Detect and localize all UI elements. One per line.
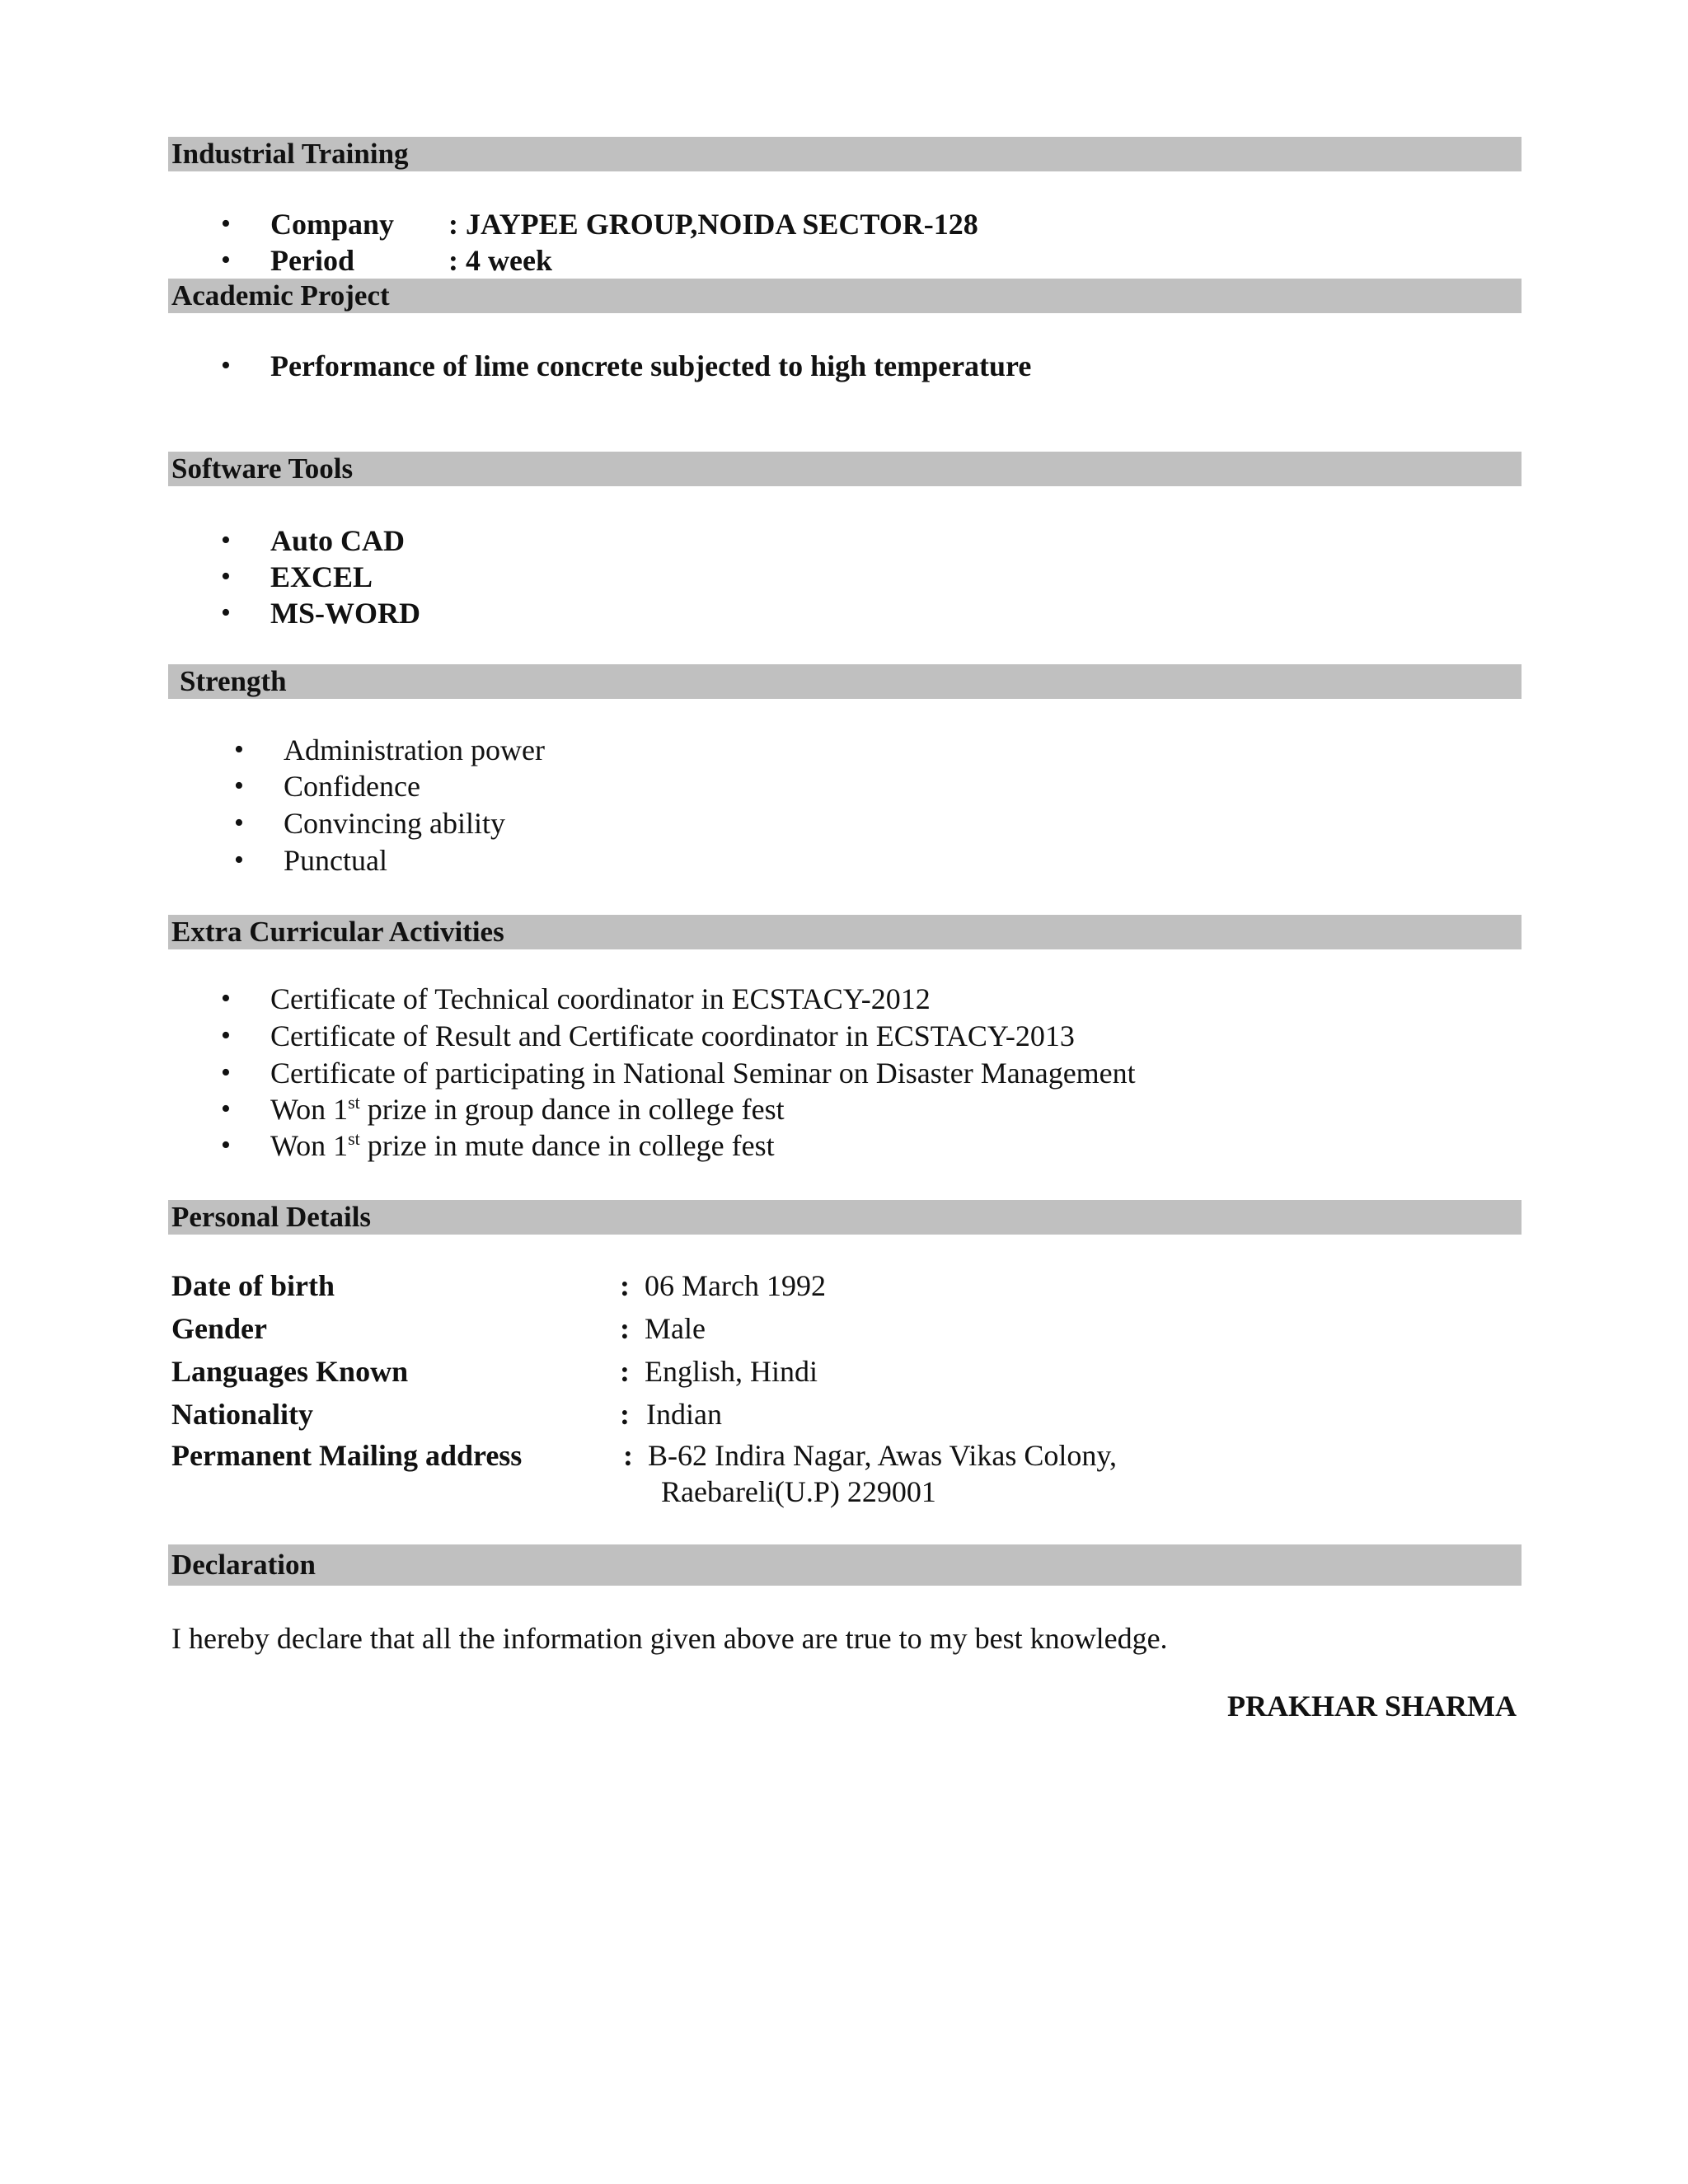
software-tool-item: Auto CAD [270,524,406,557]
section-title-extra-curricular: Extra Curricular Activities [171,916,504,948]
detail-colon: : [620,1398,630,1431]
section-title-personal-details: Personal Details [171,1201,372,1233]
prize-text-post: prize in group dance in college fest [359,1093,785,1126]
strength-item: Punctual [284,844,387,877]
activity-item: Certificate of Result and Certificate coordinator in ECSTACY-2013 [270,1019,1075,1052]
prize-ordinal-suffix: st [348,1092,360,1113]
bullet: • [221,525,231,555]
signature-name: PRAKHAR SHARMA [1227,1690,1517,1722]
section-title-strength: Strength [180,665,287,697]
prize-text-pre: Won 1 [270,1093,349,1126]
section-title-academic-project: Academic Project [171,279,390,312]
detail-colon: : [623,1439,633,1472]
detail-value-languages: English, Hindi [645,1355,818,1388]
section-title-declaration: Declaration [171,1549,316,1581]
prize-ordinal-suffix: st [348,1128,360,1149]
academic-project-item: Performance of lime concrete subjected to high temperature [270,349,1032,382]
section-bar-personal-details [168,1200,1522,1235]
detail-label-nationality: Nationality [171,1398,314,1431]
software-tool-item: EXCEL [270,560,373,593]
detail-value-gender: Male [645,1312,706,1345]
detail-value-dob: 06 March 1992 [645,1269,826,1302]
activity-item: Certificate of participating in National Seminar on Disaster Management [270,1057,1136,1090]
bullet: • [221,1057,231,1088]
bullet: • [221,983,231,1014]
training-period-value: : 4 week [448,244,552,277]
training-company-value: : JAYPEE GROUP,NOIDA SECTOR-128 [448,208,978,241]
detail-colon: : [620,1312,630,1345]
detail-value-address-line1: B-62 Indira Nagar, Awas Vikas Colony, [648,1439,1118,1472]
training-period-label: Period [270,244,354,277]
section-title-industrial-training: Industrial Training [171,138,409,170]
bullet: • [234,771,244,801]
bullet: • [221,245,231,275]
activity-item: Certificate of Technical coordinator in ECSTACY-2012 [270,982,931,1015]
bullet: • [221,209,231,239]
bullet: • [221,598,231,628]
bullet: • [234,808,244,838]
prize-text-pre: Won 1 [270,1129,349,1162]
strength-item: Confidence [284,770,420,803]
software-tool-item: MS-WORD [270,597,420,630]
bullet: • [221,1020,231,1051]
declaration-text: I hereby declare that all the information given above are true to my best knowledge. [171,1622,1168,1655]
bullet: • [234,734,244,765]
detail-label-address: Permanent Mailing address [171,1439,523,1472]
strength-item: Convincing ability [284,807,505,840]
bullet: • [234,845,244,875]
activity-item-prize [270,1091,785,1127]
bullet: • [221,1094,231,1124]
section-bar-strength [168,664,1522,699]
detail-colon: : [620,1355,630,1388]
detail-label-gender: Gender [171,1312,267,1345]
bullet: • [221,561,231,592]
strength-item: Administration power [284,733,545,766]
bullet: • [221,350,231,381]
detail-colon: : [620,1269,630,1302]
training-company-label: Company [270,208,395,241]
section-title-software-tools: Software Tools [171,452,354,485]
detail-label-languages: Languages Known [171,1355,409,1388]
detail-label-dob: Date of birth [171,1269,335,1302]
activity-item-prize [270,1127,775,1164]
detail-value-nationality: Indian [646,1398,722,1431]
prize-text-post: prize in mute dance in college fest [359,1129,775,1162]
section-bar-declaration [168,1544,1522,1586]
bullet: • [221,1130,231,1160]
detail-value-address-line2: Raebareli(U.P) 229001 [661,1475,936,1508]
section-bar-software-tools [168,452,1522,486]
